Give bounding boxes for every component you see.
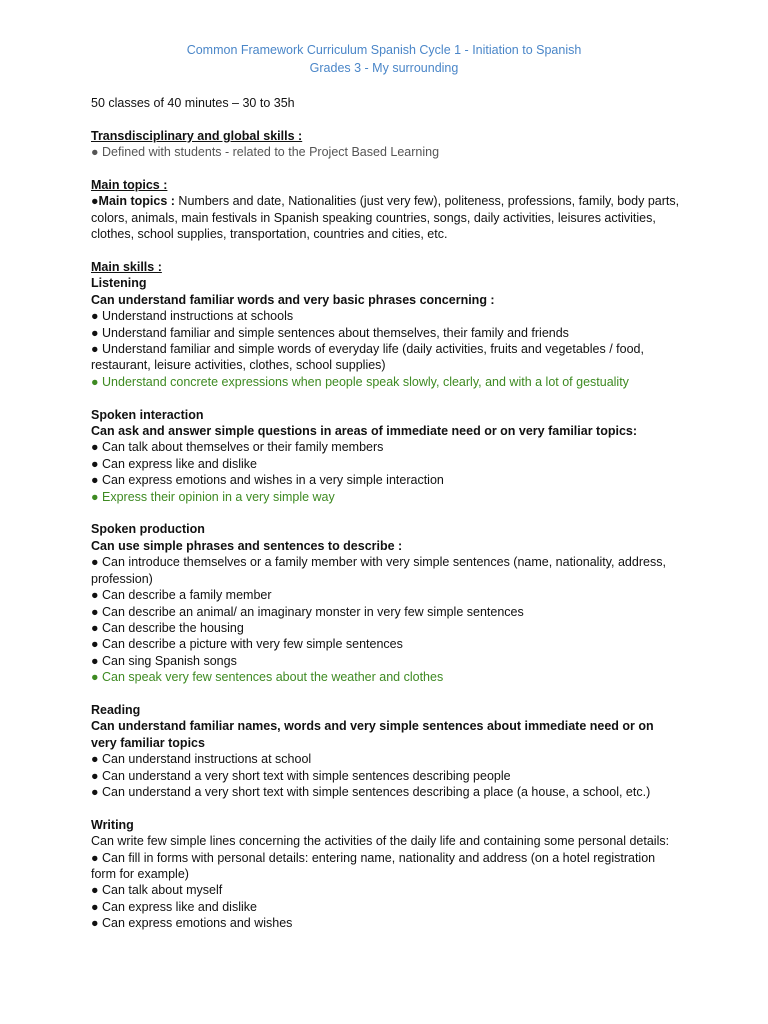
production-subtitle: Can use simple phrases and sentences to describe :	[91, 538, 403, 553]
list-item: ● Can understand a very short text with simple sentences describing a place (a house, a school, etc.)	[91, 784, 651, 799]
document-title-line1: Common Framework Curriculum Spanish Cycle 1 - Initiation to Spanish	[186, 43, 582, 57]
list-item: ● Can describe a picture with very few simple sentences	[91, 637, 403, 652]
listening-title: Listening	[91, 276, 147, 291]
list-item: ● Can express like and dislike	[91, 899, 257, 914]
transdisciplinary-item: ● Defined with students - related to the Project Based Learning	[91, 145, 440, 160]
list-item: ● Can talk about themselves or their family members	[91, 440, 384, 455]
listening-subtitle: Can understand familiar words and very basic phrases concerning :	[91, 292, 495, 307]
list-item: ● Understand instructions at schools	[91, 309, 294, 324]
list-item: ● Can sing Spanish songs	[91, 653, 237, 668]
interaction-title: Spoken interaction	[91, 407, 204, 422]
course-duration: 50 classes of 40 minutes – 30 to 35h	[91, 96, 295, 110]
production-highlight: ● Can speak very few sentences about the weather and clothes	[91, 670, 444, 685]
list-item: ● Can introduce themselves or a family member with very simple sentences (name, nationality, address, profession)	[91, 555, 666, 586]
reading-subtitle: Can understand familiar names, words and very simple sentences about immediate need or on very familiar topics	[91, 719, 654, 750]
transdisciplinary-heading: Transdisciplinary and global skills :	[91, 128, 303, 143]
list-item: ● Can understand instructions at school	[91, 752, 312, 767]
list-item: ● Can express like and dislike	[91, 456, 257, 471]
list-item: ● Can understand a very short text with simple sentences describing people	[91, 768, 511, 783]
list-item: ● Understand familiar and simple words of everyday life (daily activities, fruits and vegetables / food, restaurant, leisure activities, clothes, school supplies)	[91, 342, 644, 373]
topics-bullet-label: ●Main topics :	[91, 194, 175, 209]
topics-paragraph	[91, 193, 681, 242]
list-item: ● Can talk about myself	[91, 883, 223, 898]
listening-highlight: ● Understand concrete expressions when people speak slowly, clearly, and with a lot of gestuality	[91, 374, 629, 389]
list-item: ● Can fill in forms with personal details: entering name, nationality and address (on a hotel registration form for example)	[91, 850, 656, 881]
list-item: ● Can describe an animal/ an imaginary monster in very few simple sentences	[91, 604, 524, 619]
list-item: ● Understand familiar and simple sentences about themselves, their family and friends	[91, 325, 569, 340]
interaction-highlight: ● Express their opinion in a very simple way	[91, 489, 335, 504]
list-item: ● Can describe a family member	[91, 588, 272, 603]
writing-title: Writing	[91, 817, 134, 832]
list-item: ● Can describe the housing	[91, 620, 244, 635]
topics-text: Numbers and date, Nationalities (just very few), politeness, professions, family, body parts, colors, animals, main festivals in Spanish speaking countries, songs, daily activities, leisures activities, clothes, school supplies, transportation, countries and cities, etc.	[91, 194, 680, 242]
writing-subtitle: Can write few simple lines concerning the activities of the daily life and containing some personal details:	[91, 834, 670, 849]
interaction-subtitle: Can ask and answer simple questions in areas of immediate need or on very familiar topics:	[91, 424, 638, 439]
document-body	[91, 95, 681, 932]
list-item: ● Can express emotions and wishes	[91, 916, 293, 931]
reading-title: Reading	[91, 702, 141, 717]
skills-heading: Main skills :	[91, 260, 162, 275]
topics-heading: Main topics :	[91, 178, 168, 192]
list-item: ● Can express emotions and wishes in a very simple interaction	[91, 473, 444, 488]
document-title-line2: Grades 3 - My surrounding	[309, 61, 459, 75]
production-title: Spoken production	[91, 522, 205, 537]
